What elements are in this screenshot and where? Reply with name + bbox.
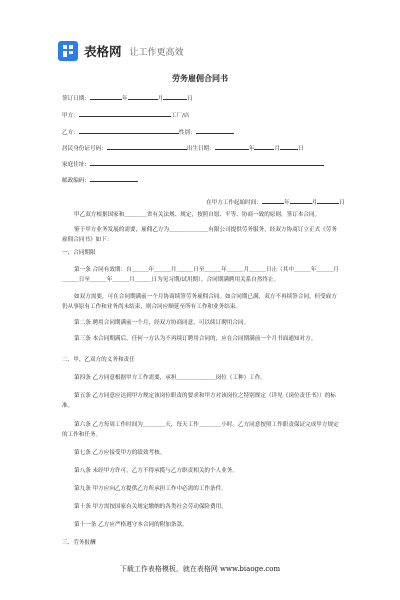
document-title: 劳务雇佣合同书 [172,73,228,83]
gender-label: 性别： [178,130,196,136]
party-a-line [62,110,189,120]
article-2: 第二条 聘用合同期满前一个月，经双方协商同意，可以续订聘用合同。 [74,320,250,326]
day-label: 日 [187,96,193,102]
logo-icon [58,41,78,61]
paragraph-purpose: 鉴于甲方业务发展的需要，雇佣乙方为＿＿＿＿＿＿＿有限公司提供劳务服务，经双方协商订立正式《劳务雇佣合同书》如下： [62,227,337,243]
article-10: 第十条 甲方需按国家有关规定缴纳的各类社会劳动保险费用。 [74,504,227,510]
birth-day-blank [280,143,298,150]
article-4: 第四条 乙方同意根据甲方工作需要，承担＿＿＿＿＿＿＿岗位（工种）工作。 [74,375,266,381]
birth-label: 出生日期： [186,146,215,152]
gender-blank [196,127,234,134]
start-date-label: 在甲方工作起始时间： [206,200,262,206]
start-month-label: 月 [311,200,318,206]
party-b-line [62,127,234,137]
birth-month-blank [254,143,274,150]
party-a-blank [79,110,171,117]
year-blank [90,93,122,100]
birth-month-label: 月 [274,146,280,152]
sign-date-line [62,93,193,103]
article-8: 第八条 未经甲方许可，乙方不得承揽与乙方职责相关的个人业务。 [74,468,238,474]
party-b-label: 乙方： [62,130,79,136]
id-line [62,143,304,153]
brand-slogan: 让工作更高效 [129,47,184,58]
month-blank [128,93,158,100]
section-title-term: 一、合同期限 [62,250,96,256]
start-date-line [206,197,345,207]
id-label: 居民身份证号码： [62,146,107,152]
start-day-blank [317,197,339,204]
footer-note: 下载工作表格模板，就在表格网 www.biaoge.com [119,565,281,573]
postcode-label: 邮政编码： [62,178,90,184]
birth-year-blank [215,143,249,150]
start-month-blank [290,197,312,204]
article-6: 第六条 乙方每周工作时间为＿＿＿＿天，每天工作＿＿＿＿小时。乙方同意按照工作职责保证完成甲方规定的工作和任务。 [62,422,339,438]
address-line [62,159,324,169]
paragraph-intro: 甲乙双方根据国家和＿＿＿＿省有关法规、规定，按照自愿、平等、协商一致的原则，签订本合同。 [74,212,321,218]
article-3: 第三条 本合同期满后，任何一方认为不再续订聘用合同的，应在合同期满前一个月书面通知对方。 [74,336,317,342]
article-1: 第一条 合同有效期：自＿＿＿年＿＿＿月＿＿＿日至＿＿＿年＿＿＿月＿＿＿日止（其中＿＿＿年＿＿＿月＿＿＿日至＿＿＿年＿＿＿月＿＿＿日为见习期/试用期）。合同期满聘用关系自然终止。 [62,267,339,283]
article-5: 第五条 乙方同意应达到甲方规定该岗位职责的要求和甲方对该岗位之特别规定（详见《岗位责任书》）的标准。 [62,393,336,409]
party-b-blank [79,127,179,134]
id-blank [107,143,187,150]
party-a-label: 甲方： [62,113,79,119]
birth-year-label: 年 [248,146,255,152]
year-label: 年 [121,96,128,102]
article-11: 第十一条 乙方应严格遵守本合同的附加条款。 [74,522,188,528]
section-title-duties: 二、甲、乙双方的义务和责任 [62,357,135,363]
month-label: 月 [157,96,164,102]
brand-name: 表格网 [84,44,122,59]
start-year-blank [262,197,284,204]
section-title-pay: 三、劳务报酬 [62,540,96,546]
address-blank [90,159,324,166]
article-7: 第七条 乙方应接受甲方的绩效考核。 [74,450,166,456]
article-9: 第九条 甲方应向乙方提供乙方所承担工作中必需的工作条件。 [74,486,227,492]
postcode-blank [90,175,138,182]
sign-date-label: 签订日期： [62,96,90,102]
birth-day-label: 日 [297,146,304,152]
party-a-suffix: 工厂/店 [170,113,190,119]
article-1-renewal: 如双方需要，可在合同期满前一个月协商续签劳务雇佣合同。如合同期已满，双方不再续签合同，但受雇方仍从事原有工作和业务尚未结束，则合同应顺延至所有工作和业务结束。 [62,294,337,310]
site-header [58,38,184,64]
start-year-label: 年 [283,200,290,206]
day-blank [163,93,187,100]
start-day-label: 日 [339,200,345,206]
address-label: 家庭住址： [62,162,90,168]
postcode-line [62,175,138,185]
